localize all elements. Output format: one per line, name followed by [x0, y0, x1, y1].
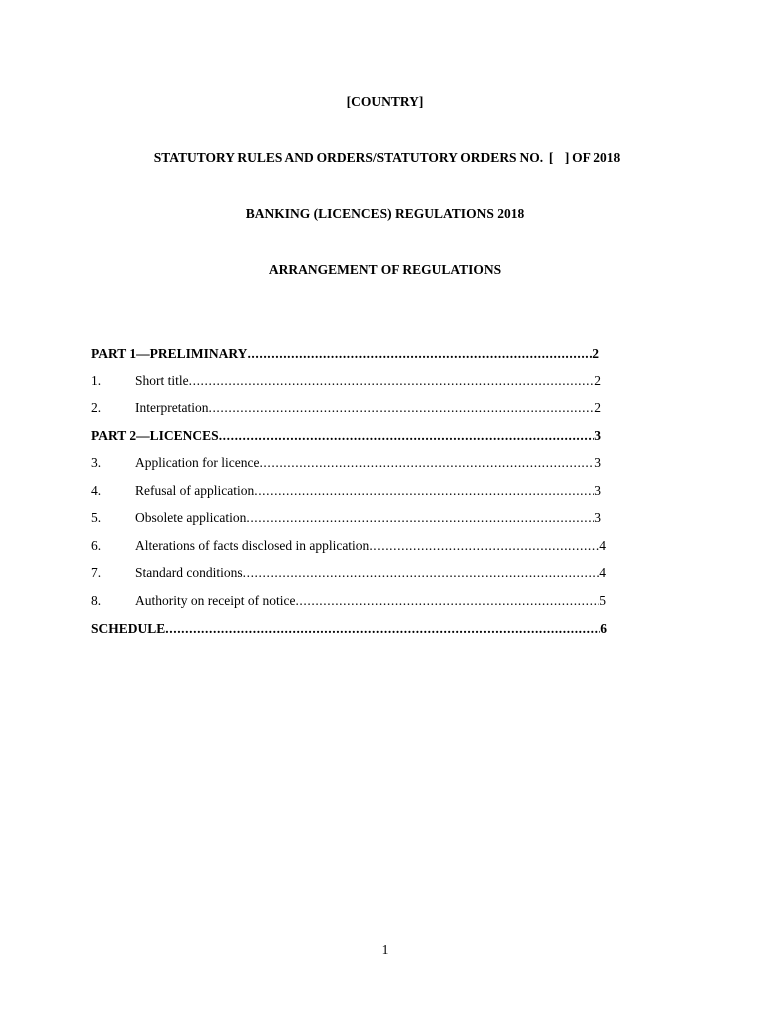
- toc-item-6: [91, 537, 606, 555]
- toc-leader-dots: [369, 537, 599, 555]
- toc-leader-dots: [247, 345, 592, 363]
- toc-leader-dots: [295, 592, 599, 610]
- toc-item-number: 2.: [91, 400, 102, 415]
- toc-schedule: [91, 620, 607, 638]
- toc-item-title: Authority on receipt of notice: [135, 593, 296, 608]
- toc-item-page: 3: [594, 455, 601, 470]
- toc-item-page: 2: [594, 400, 601, 415]
- toc-leader-dots: [208, 399, 594, 417]
- toc-item-5: [91, 509, 601, 527]
- toc-leader-dots: [246, 509, 594, 527]
- toc-item-number: 6.: [91, 538, 102, 553]
- toc-leader-dots: [243, 564, 600, 582]
- toc-item-title: Alterations of facts disclosed in application: [135, 538, 370, 553]
- toc-item-number: 8.: [91, 593, 102, 608]
- toc-item-title: Obsolete application: [135, 510, 247, 525]
- toc-item-page: 3: [594, 483, 601, 498]
- toc-part-2: [91, 427, 601, 445]
- toc-item-title: Interpretation: [135, 400, 209, 415]
- toc-leader-dots: [165, 620, 600, 638]
- country-heading: [COUNTRY]: [346, 94, 424, 109]
- toc-schedule-page: 6: [600, 621, 607, 636]
- statutory-orders-heading: STATUTORY RULES AND ORDERS/STATUTORY ORDERS NO. [ ] OF 2018: [153, 150, 621, 165]
- page-number: 1: [381, 942, 389, 957]
- toc-leader-dots: [219, 427, 595, 445]
- regulations-title: BANKING (LICENCES) REGULATIONS 2018: [245, 206, 525, 221]
- toc-part-1-page: 2: [592, 346, 599, 361]
- toc-part-1: [91, 345, 599, 363]
- toc-item-2: [91, 399, 601, 417]
- toc-part-2-title: PART 2—LICENCES: [91, 428, 219, 443]
- toc-leader-dots: [189, 372, 595, 390]
- toc-item-title: Application for licence: [135, 455, 260, 470]
- toc-leader-dots: [259, 454, 594, 472]
- toc-item-number: 3.: [91, 455, 102, 470]
- toc-leader-dots: [254, 482, 594, 500]
- toc-item-page: 3: [594, 510, 601, 525]
- toc-part-2-page: 3: [594, 428, 601, 443]
- toc-item-4: [91, 482, 601, 500]
- toc-item-title: Short title: [135, 373, 189, 388]
- toc-item-number: 4.: [91, 483, 102, 498]
- toc-schedule-title: SCHEDULE: [91, 621, 166, 636]
- toc-item-page: 4: [599, 565, 606, 580]
- toc-item-title: Standard conditions: [135, 565, 243, 580]
- toc-item-number: 7.: [91, 565, 102, 580]
- toc-item-7: [91, 564, 606, 582]
- toc-item-number: 5.: [91, 510, 102, 525]
- toc-item-1: [91, 372, 601, 390]
- toc-item-8: [91, 592, 606, 610]
- toc-item-title: Refusal of application: [135, 483, 255, 498]
- toc-item-3: [91, 454, 601, 472]
- toc-item-page: 4: [599, 538, 606, 553]
- toc-item-page: 2: [594, 373, 601, 388]
- toc-item-number: 1.: [91, 373, 102, 388]
- arrangement-heading: ARRANGEMENT OF REGULATIONS: [268, 262, 502, 277]
- toc-item-page: 5: [599, 593, 606, 608]
- toc-part-1-title: PART 1—PRELIMINARY: [91, 346, 248, 361]
